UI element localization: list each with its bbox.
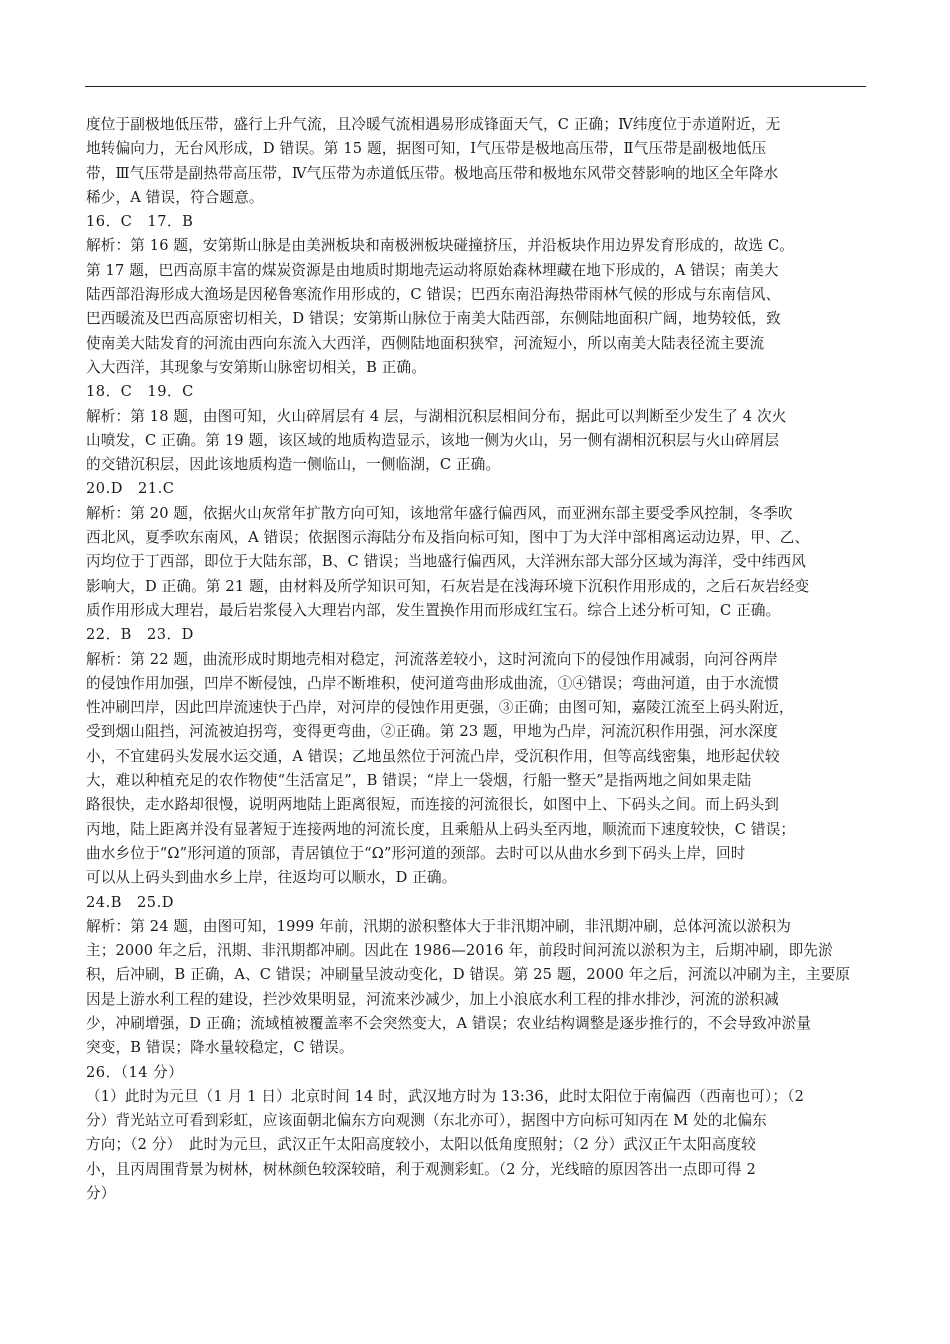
explanation-line: 使南美大陆发育的河流由西向东流入大西洋，西侧陆地面积狭窄，河流短小，所以南美大陆表径流主要流 (86, 334, 765, 352)
answer-key-line: 24.B 25.D (86, 893, 174, 911)
explanation-line: 质作用形成大理岩，最后岩浆侵入大理岩内部，发生置换作用而形成红宝石。综合上述分析可知，C 正确。 (86, 601, 781, 619)
answer-text-body (86, 113, 872, 1206)
explanation-line: 丙地，陆上距离并没有显著短于连接两地的河流长度，且乘船从上码头至丙地，顺流而下速度较快，C 错误； (86, 820, 796, 838)
explanation-line: 小，不宜建码头发展水运交通，A 错误；乙地虽然位于河流凸岸，受沉积作用，但等高线密集，地形起伏较 (86, 747, 780, 765)
explanation-line: 主；2000 年之后，汛期、非汛期都冲刷。因此在 1986—2016 年，前段时间河流以淤积为主，后期冲刷，即先淤 (86, 942, 833, 960)
explanation-line: 解析：第 16 题，安第斯山脉是由美洲板块和南极洲板块碰撞挤压，并沿板块作用边界发育形成的，故选 C。 (86, 237, 795, 255)
explanation-line: 可以从上码头到曲水乡上岸，往返均可以顺水，D 正确。 (86, 869, 457, 887)
explanation-line: 地转偏向力，无台风形成，D 错误。第 15 题，据图可知，Ⅰ气压带是极地高压带，Ⅱ气压带是副极地低压 (86, 140, 767, 158)
explanation-line: 方向；（2 分） 此时为元旦，武汉正午太阳高度较小，太阳以低角度照射；（2 分）武汉正午太阳高度较 (86, 1136, 757, 1154)
explanation-line: 解析：第 24 题，由图可知，1999 年前，汛期的淤积整体大于非汛期冲刷，非汛期冲刷，总体河流以淤积为 (86, 917, 791, 935)
explanation-line: 大，难以种植充足的农作物使“生活富足”，B 错误；“岸上一袋烟，行船一整天”是指两地之间如果走陆 (86, 772, 752, 790)
explanation-line: 曲水乡位于“Ω”形河道的顶部，青居镇位于“Ω”形河道的颈部。去时可以从曲水乡到下码头上岸，回时 (86, 844, 746, 862)
answer-key-line: 16．C 17．B (86, 213, 194, 231)
explanation-line: 解析：第 18 题，由图可知，火山碎屑层有 4 层，与湖相沉积层相间分布，据此可以判断至少发生了 4 次火 (86, 407, 787, 425)
explanation-line: （1）此时为元旦（1 月 1 日）北京时间 14 时，武汉地方时为 13:36，此时太阳位于南偏西（西南也可）；（2 (86, 1087, 805, 1105)
explanation-line: 丙均位于丁西部，即位于大陆东部，B、C 错误；当地盛行偏西风，大洋洲东部大部分区域为海洋，受中纬西风 (86, 553, 806, 571)
explanation-line: 的交错沉积层，因此该地质构造一侧临山，一侧临湖，C 正确。 (86, 456, 501, 474)
explanation-line: 的侵蚀作用加强，凹岸不断侵蚀，凸岸不断堆积，使河道弯曲形成曲流，①④错误；弯曲河道，由于水流惯 (86, 674, 779, 692)
explanation-line: 性冲刷凹岸，因此凹岸流速快于凸岸，对河岸的侵蚀作用更强，③正确；由图可知，嘉陵江流至上码头附近， (86, 699, 794, 717)
answer-key-line: 26．（14 分） (86, 1063, 184, 1081)
explanation-line: 山喷发，C 正确。第 19 题，该区域的地质构造显示，该地一侧为火山，另一侧有湖相沉积层与火山碎屑层 (86, 431, 780, 449)
explanation-line: 突变，B 错误；降水量较稳定，C 错误。 (86, 1039, 354, 1057)
explanation-line: 影响大，D 正确。第 21 题，由材料及所学知识可知，石灰岩是在浅海环境下沉积作用形成的，之后石灰岩经变 (86, 577, 810, 595)
answer-key-line: 22．B 23．D (86, 626, 194, 644)
explanation-line: 第 17 题，巴西高原丰富的煤炭资源是由地质时期地壳运动将原始森林埋藏在地下形成的，A 错误；南美大 (86, 261, 779, 279)
explanation-line: 解析：第 20 题，依据火山灰常年扩散方向可知，该地常年盛行偏西风，而亚洲东部主要受季风控制，冬季吹 (86, 504, 793, 522)
answer-key-line: 18．C 19．C (86, 383, 194, 401)
explanation-line: 解析：第 22 题，曲流形成时期地壳相对稳定，河流落差较小，这时河流向下的侵蚀作用减弱，向河谷两岸 (86, 650, 778, 668)
explanation-line: 积，后冲刷，B 正确，A、C 错误；冲刷量呈波动变化，D 错误。第 25 题，2000 年之后，河流以冲刷为主，主要原 (86, 966, 851, 984)
explanation-line: 因是上游水利工程的建设，拦沙效果明显，河流来沙减少，加上小浪底水利工程的排水排沙，河流的淤积减 (86, 990, 779, 1008)
explanation-line: 分）背光站立可看到彩虹，应该面朝北偏东方向观测（东北亦可），据图中方向标可知丙在 M 处的北偏东 (86, 1112, 767, 1130)
answer-key-line: 20.D 21.C (86, 480, 175, 498)
explanation-line: 度位于副极地低压带，盛行上升气流，且冷暖气流相遇易形成锋面天气，C 正确；Ⅳ纬度位于赤道附近，无 (86, 116, 781, 133)
explanation-line: 稀少，A 错误，符合题意。 (86, 188, 264, 206)
explanation-line: 入大西洋，其现象与安第斯山脉密切相关，B 正确。 (86, 358, 427, 376)
explanation-line: 分） (86, 1185, 116, 1203)
explanation-line: 受到烟山阻挡，河流被迫拐弯，变得更弯曲，②正确。第 23 题，甲地为凸岸，河流沉积作用强，河水深度 (86, 723, 778, 741)
explanation-line: 陆西部沿海形成大渔场是因秘鲁寒流作用形成的，C 错误；巴西东南沿海热带雨林气候的形成与东南信风、 (86, 286, 781, 304)
header-rule (85, 86, 866, 87)
explanation-line: 少，冲刷增强，D 正确；流域植被覆盖率不会突然变大，A 错误；农业结构调整是逐步推行的，不会导致冲淤量 (86, 1014, 812, 1032)
explanation-line: 西北风，夏季吹东南风，A 错误；依据图示海陆分布及指向标可知，图中丁为大洋中部相离运动边界，甲、乙、 (86, 529, 810, 547)
explanation-line: 小，且丙周围背景为树林，树林颜色较深较暗，利于观测彩虹。（2 分，光线暗的原因答出一点即可得 2 (86, 1160, 756, 1178)
explanation-line: 路很快，走水路却很慢，说明两地陆上距离很短，而连接的河流很长，如图中上、下码头之间。而上码头到 (86, 796, 779, 814)
explanation-line: 带，Ⅲ气压带是副热带高压带，Ⅳ气压带为赤道低压带。极地高压带和极地东风带交替影响的地区全年降水 (86, 164, 779, 182)
explanation-line: 巴西暖流及巴西高原密切相关，D 错误；安第斯山脉位于南美大陆西部，东侧陆地面积广阔，地势较低，致 (86, 310, 781, 328)
